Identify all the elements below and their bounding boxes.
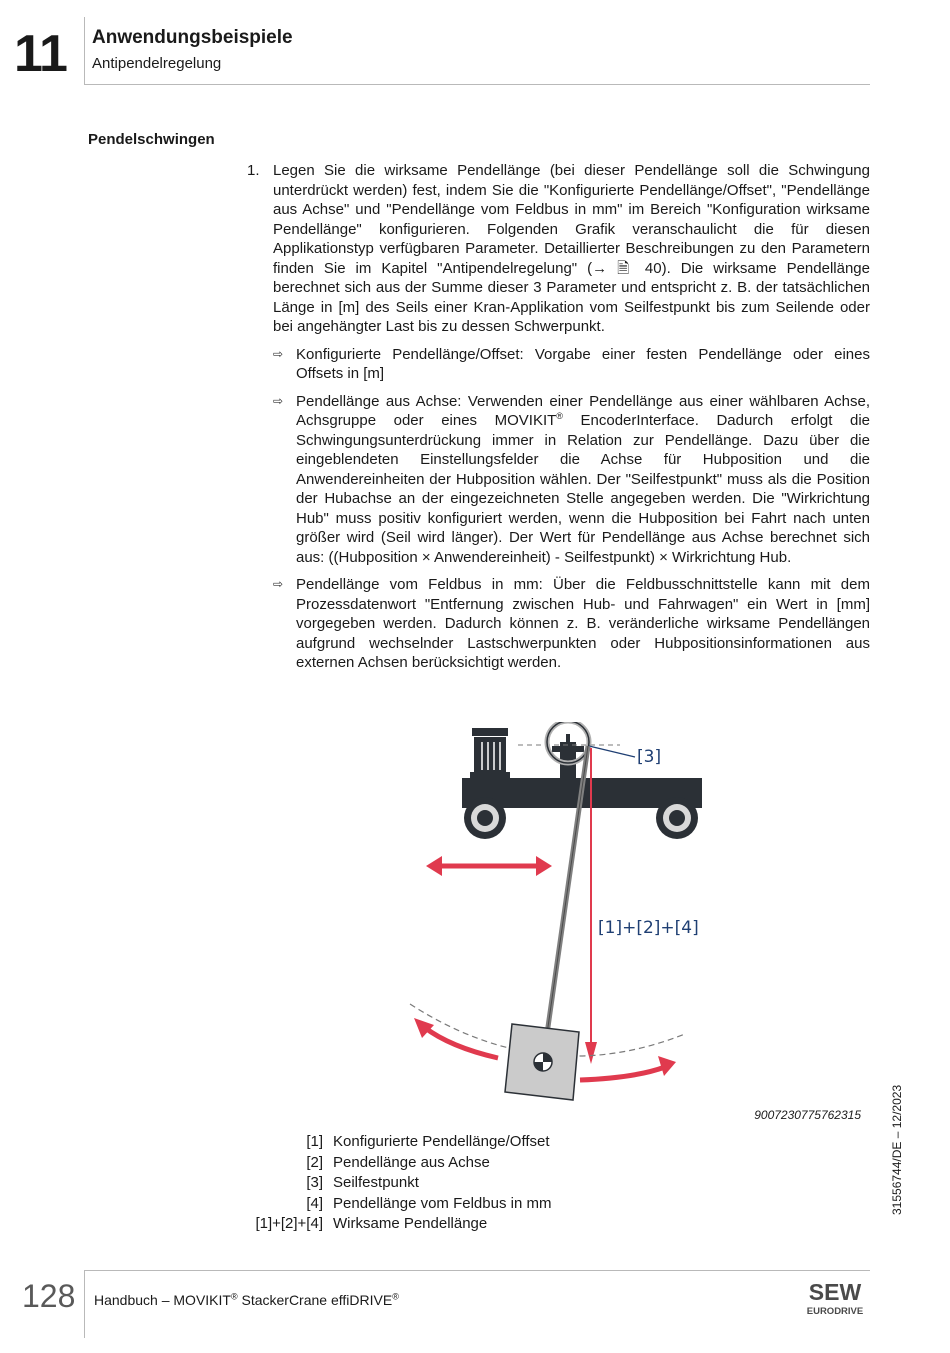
bullet-text [296,392,870,568]
bullet-text: Konfigurierte Pendellänge/Offset: Vorgabe einer festen Pendellänge oder eines Offsets in [m] [296,345,870,382]
travel-double-arrow-icon [426,856,552,876]
hollow-arrow-icon: ⇨ [273,577,284,591]
step-item [247,161,870,337]
legend-key: [2] [306,1153,323,1171]
legend-key: [4] [306,1194,323,1212]
arrow-head-icon [585,1042,597,1064]
logo-text-eurodrive: EURODRIVE [806,1306,864,1317]
legend-key: [1] [306,1133,323,1150]
bullet-text-part: Pendellänge aus Achse: Verwenden einer Pendellänge aus einer wählbaren Achse, Achsgruppe oder eines MOVIKIT [296,392,870,429]
legend-label: Pendellänge vom Feldbus in mm [333,1194,552,1212]
step-text: Legen Sie die wirksame Pendellänge (bei dieser Pendellänge soll die Schwingung unterdrückt werden) fest, indem Sie die "Konfigurierte Pendellänge/Offset", "Pendellänge aus Achse" und "Pendellänge vom Feldbus in mm" im Bereich "Konfiguration wirksame Pendellänge" konfigurieren. Folgenden Grafik veranschaulicht die für diesen Applikationstyp verfügbaren Parameter. Detaillierter Beschreibungen zu den Parametern finden Sie im Kapitel "Antipendelregelung" (→ 🗎 40). Die wirksame Pendellänge berechnet sich aus der Summe dieser 3 Parameter und entspricht z. B. der tatsächlichen Länge in [m] des Seils einer Kran-Applikation vom Seilfestpunkt bis zum Seilende oder bei angehängter Last bis zu dessen Schwerpunkt. [273,162,870,335]
legend-row [248,1173,551,1194]
legend-row [248,1153,551,1174]
fixpoint-label: [3] [637,747,662,767]
footer-divider-horizontal [84,1270,870,1271]
legend-row [248,1214,551,1235]
sew-eurodrive-logo [799,1281,871,1317]
legend-row [248,1194,551,1215]
logo-text-sew: SEW [808,1281,862,1305]
bullet-item [273,392,870,568]
registered-mark: ® [230,1291,238,1302]
chapter-subtitle: Antipendelregelung [92,55,222,72]
bullet-text-part: EncoderInterface. Dadurch erfolgt die Schwingungsunterdrückung immer in Relation zur Pendellänge. Dazu über die eingeblendeten Einstellungsfelder die Achse für Hubposition und die Anwendereinheiten der Hubposition wählen. Der "Seilfestpunkt" muss als die Position der Hubachse an der eingezeichneten Stelle angegeben werden. Die "Wirkrichtung Hub" muss positiv konfiguriert werden, wenn die Hubposition bei Fahrt nach unten größer wird (Seil wird länger). Der Wert für Pendellänge aus Achse berechnet sich aus: ((Hubposition × Anwendereinheit) - Seilfestpunkt) × Wirkrichtung Hub. [296,412,870,566]
document-id-vertical: 31556744/DE – 12/2023 [890,1084,904,1215]
bullet-item [273,575,870,673]
legend-row [248,1132,551,1153]
header-divider-vertical [84,17,85,84]
winch-icon [552,734,584,778]
manual-title-product: StackerCrane effiDRIVE [237,1292,393,1308]
pendulum-crane-diagram [380,722,710,1107]
manual-title-prefix: Handbuch – MOVIKIT [94,1292,231,1308]
figure-caption: 9007230775762315 [754,1108,861,1122]
bullet-text: Pendellänge vom Feldbus in mm: Über die Feldbusschnittstelle kann mit dem Prozessdatenwort "Entfernung zwischen Hub- und Fahrwagen" ein Wert in [mm] vorgegeben werden. Dadurch können z. B. veränderliche wirksame Pendellängen aufgrund wechselnder Lastschwerpunkten oder Hubpositionsinformationen aus externen Achsen berücksichtigt werden. [296,576,870,671]
fixpoint-leader [589,746,635,757]
page-number: 128 [22,1278,76,1314]
hollow-arrow-icon: ⇨ [273,393,284,408]
header-divider-horizontal [84,84,870,85]
footer-divider-vertical [84,1270,85,1338]
legend-label: Wirksame Pendellänge [333,1215,488,1232]
body-text [247,161,870,673]
wheel-icon [656,797,698,839]
legend-label: Pendellänge aus Achse [333,1153,490,1171]
manual-title [94,1292,399,1308]
chapter-number: 11 [14,25,67,83]
section-title: Pendelschwingen [88,131,215,148]
registered-mark: ® [556,411,563,421]
legend-key: [1]+[2]+[4] [255,1215,323,1232]
motor-icon [470,728,510,778]
swing-arrow-right-icon [580,1056,676,1080]
legend-key: [3] [306,1174,323,1191]
legend-label: Konfigurierte Pendellänge/Offset [333,1133,550,1150]
effective-length-label: [1]+[2]+[4] [598,918,699,938]
center-of-gravity-icon [534,1053,552,1071]
chapter-title: Anwendungsbeispiele [92,27,293,48]
legend [248,1132,551,1235]
swing-arrow-left-icon [414,1018,498,1058]
step-number: 1. [247,162,260,179]
bullet-item [273,345,870,384]
hollow-arrow-icon: ⇨ [273,346,284,361]
legend-label: Seilfestpunkt [333,1174,419,1191]
registered-mark: ® [392,1291,399,1302]
wheel-icon [464,797,506,839]
